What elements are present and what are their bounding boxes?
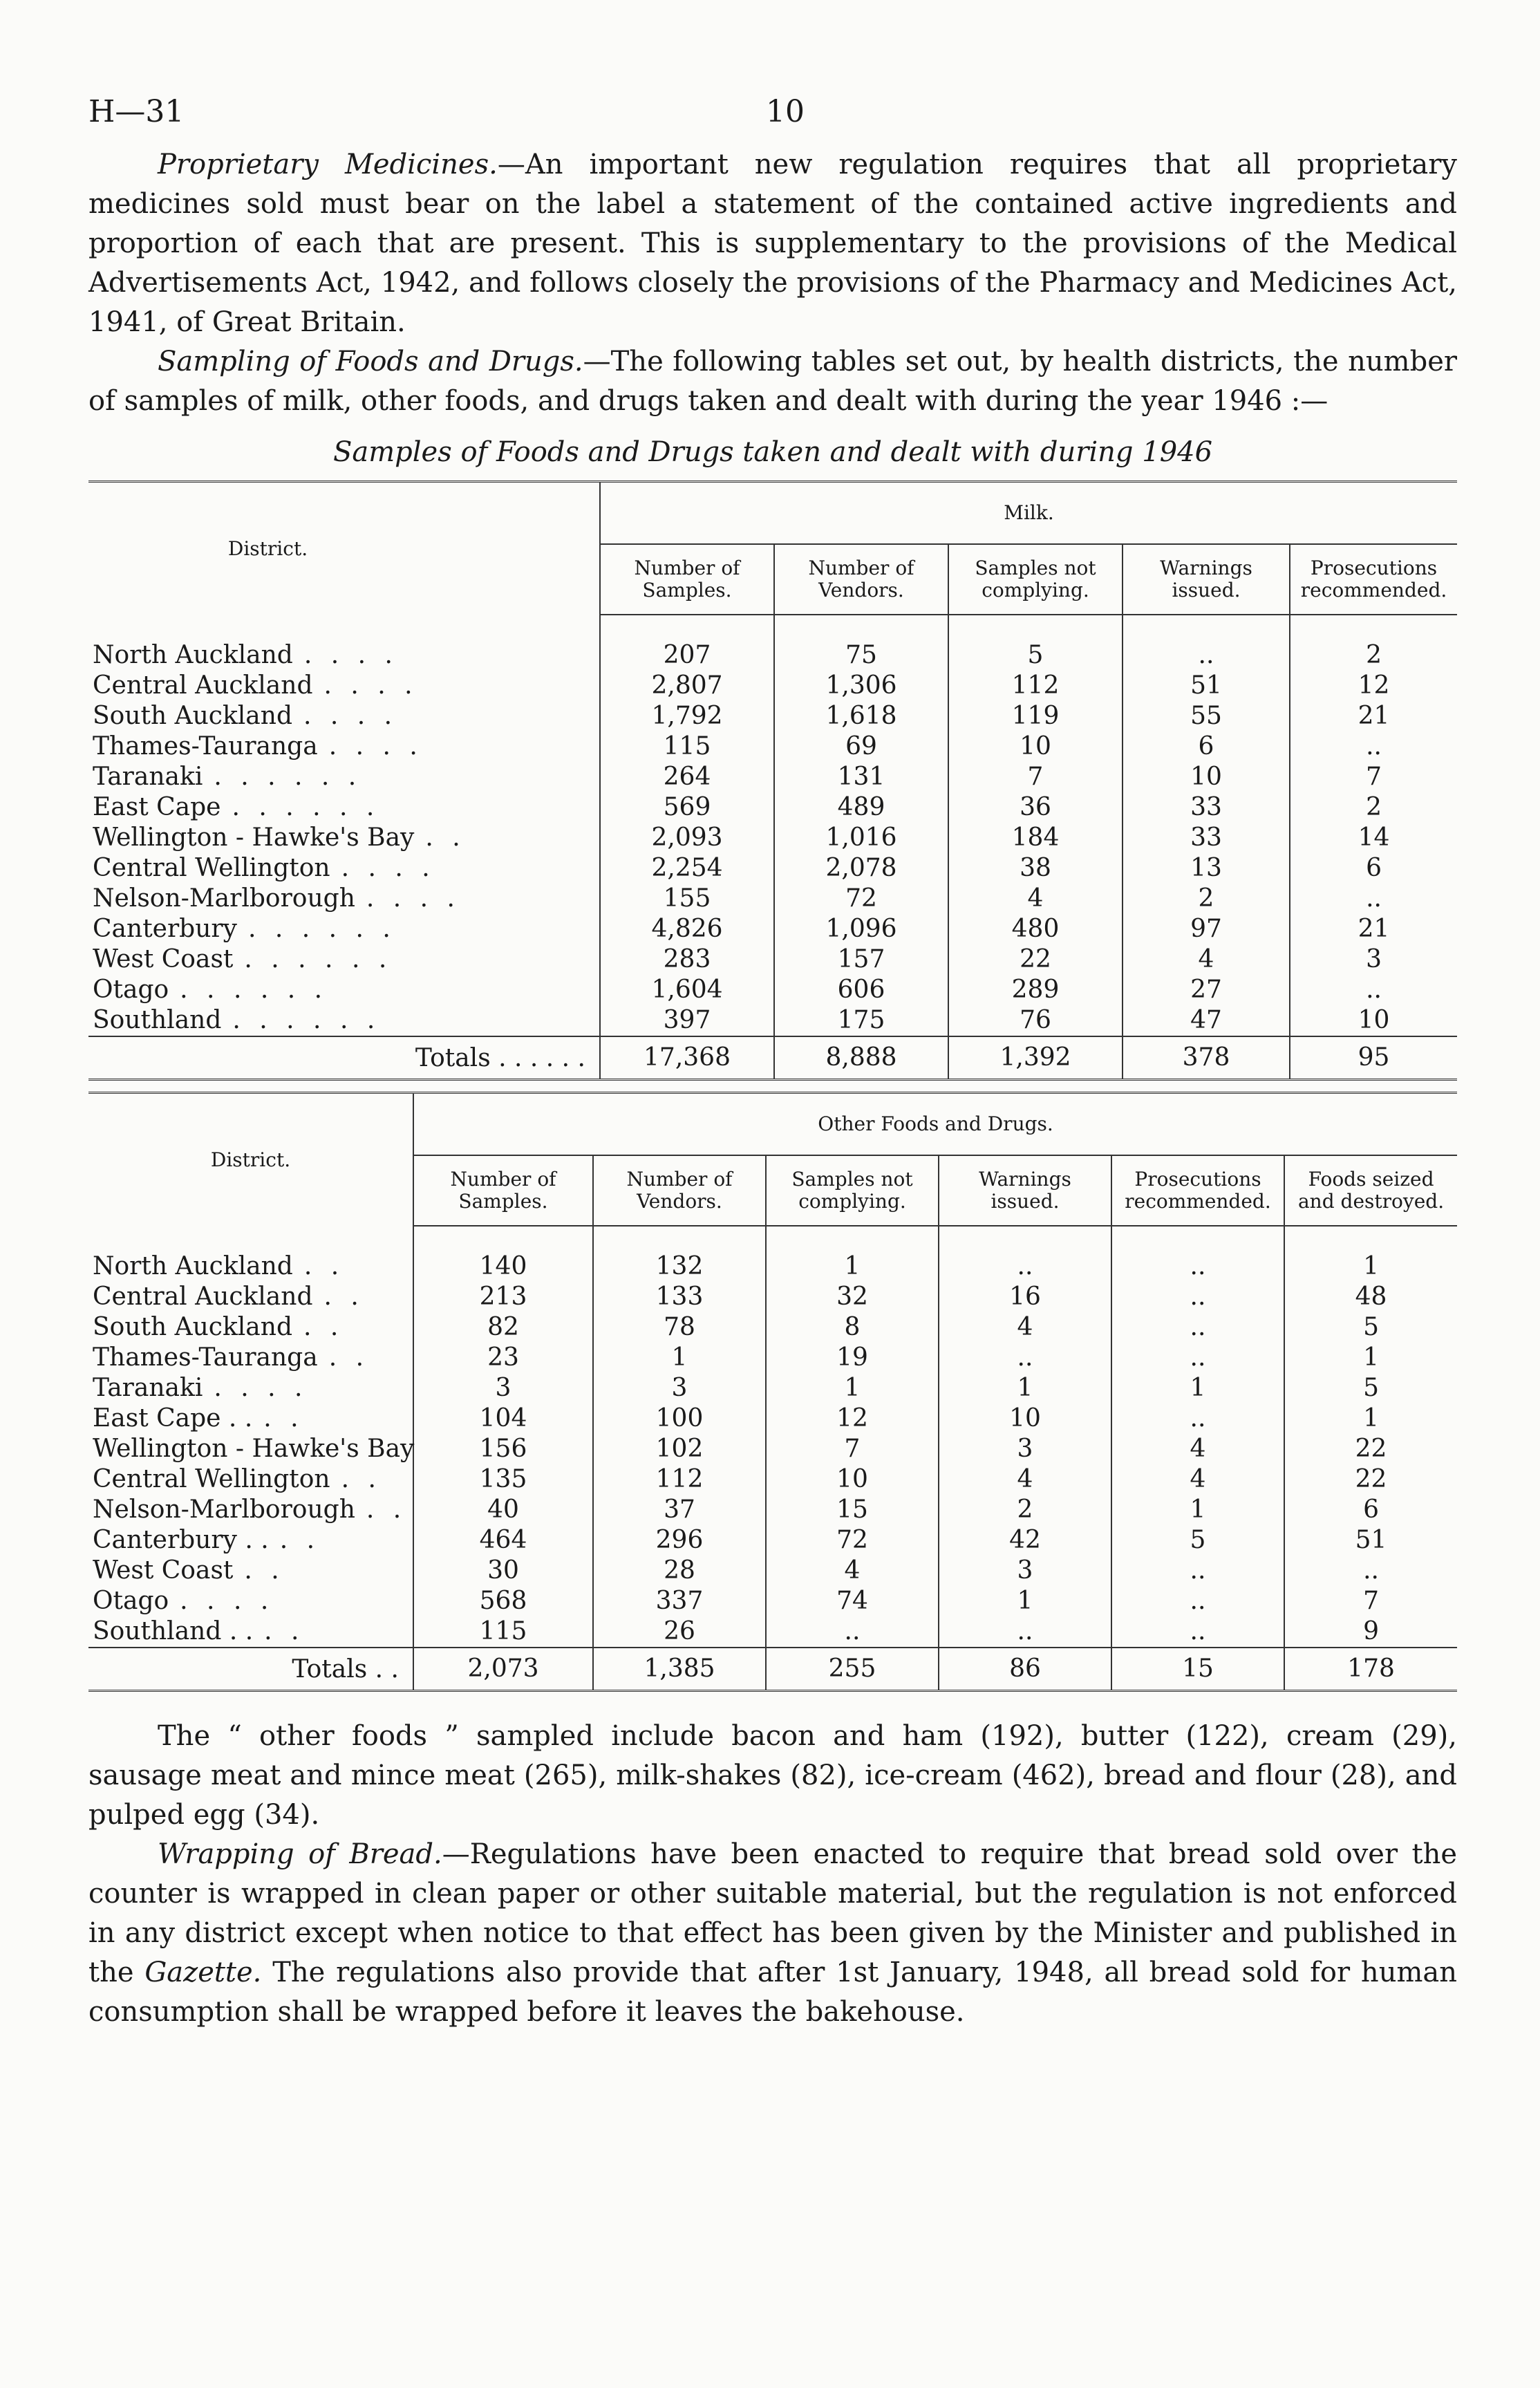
value-cell: 5 (1284, 1312, 1457, 1343)
value-cell: 1 (939, 1373, 1111, 1403)
district-name: Central Auckland (93, 671, 313, 700)
value-cell: 296 (593, 1525, 766, 1556)
leader-dots: . . . . (303, 640, 398, 669)
value-cell: 10 (948, 731, 1123, 762)
value-cell: 30 (413, 1556, 593, 1586)
value-cell: .. (1111, 1343, 1284, 1373)
value-cell: .. (939, 1343, 1111, 1373)
district-cell (88, 975, 600, 1005)
value-cell: .. (1290, 975, 1457, 1005)
district-cell (88, 1312, 413, 1343)
value-cell: 480 (948, 914, 1123, 944)
value-cell: 1,618 (774, 701, 948, 731)
column-header: Samples not complying. (766, 1155, 939, 1226)
value-cell: 72 (774, 884, 948, 914)
value-cell: .. (1111, 1586, 1284, 1616)
value-cell: 2,078 (774, 853, 948, 884)
total-cell: 95 (1290, 1036, 1457, 1080)
value-cell: 3 (593, 1373, 766, 1403)
value-cell: 1 (1111, 1495, 1284, 1525)
value-cell: 16 (939, 1282, 1111, 1312)
value-cell: 6 (1290, 853, 1457, 884)
value-cell: 33 (1123, 823, 1290, 853)
district-cell (88, 671, 600, 701)
value-cell: 569 (600, 792, 774, 823)
value-cell: 32 (766, 1282, 939, 1312)
other-foods-table (88, 1092, 1457, 1692)
totals-label: Totals . . (88, 1648, 413, 1691)
table-row (88, 1226, 1457, 1282)
district-name: Wellington - Hawke's Bay (93, 823, 415, 852)
value-cell: 13 (1123, 853, 1290, 884)
value-cell: 4 (948, 884, 1123, 914)
leader-dots: . . (263, 1404, 304, 1433)
value-cell: 28 (593, 1556, 766, 1586)
page-header (88, 83, 1457, 145)
leader-dots: . . (341, 1465, 382, 1493)
value-cell: 184 (948, 823, 1123, 853)
report-reference: H—31 (88, 94, 185, 129)
value-cell: 289 (948, 975, 1123, 1005)
district-cell (88, 1464, 413, 1495)
value-cell: 135 (413, 1464, 593, 1495)
value-cell: 6 (1123, 731, 1290, 762)
value-cell: 22 (948, 944, 1123, 975)
value-cell: 1 (766, 1373, 939, 1403)
value-cell: 1,792 (600, 701, 774, 731)
value-cell: 213 (413, 1282, 593, 1312)
leader-dots: . . . . . . (232, 1006, 381, 1034)
table-row (88, 731, 1457, 762)
value-cell: 2 (1290, 615, 1457, 671)
column-header: Number of Vendors. (593, 1155, 766, 1226)
value-cell: .. (1111, 1616, 1284, 1648)
table-row (88, 944, 1457, 975)
column-header: Samples not complying. (948, 544, 1123, 615)
paragraph-other-foods: The “ other foods ” sampled include bacon and ham (192), butter (122), cream (29), sausage meat and mince meat (265), milk-shakes (82), ice-cream (462), bread and flour (28), and pulped egg (34). (88, 1720, 1457, 1831)
value-cell: 1 (766, 1226, 939, 1282)
table-row (88, 975, 1457, 1005)
column-header: Number of Samples. (413, 1155, 593, 1226)
district-cell (88, 823, 600, 853)
district-cell (88, 1495, 413, 1525)
leader-dots: . . . . (180, 1587, 274, 1615)
value-cell: 9 (1284, 1616, 1457, 1648)
value-cell: 1 (593, 1343, 766, 1373)
milk-group-header: Milk. (600, 482, 1457, 545)
value-cell: 2 (1290, 792, 1457, 823)
paragraph-sampling (88, 342, 1457, 421)
table-row (88, 671, 1457, 701)
value-cell: 3 (1290, 944, 1457, 975)
value-cell: 156 (413, 1434, 593, 1464)
district-name: Nelson-Marlborough (93, 884, 355, 913)
value-cell: 112 (948, 671, 1123, 701)
paragraph-heading: Wrapping of Bread. (158, 1838, 442, 1870)
value-cell: 568 (413, 1586, 593, 1616)
value-cell: 40 (413, 1495, 593, 1525)
value-cell: .. (939, 1616, 1111, 1648)
value-cell: 82 (413, 1312, 593, 1343)
value-cell: 5 (1111, 1525, 1284, 1556)
value-cell: 2,093 (600, 823, 774, 853)
district-cell (88, 944, 600, 975)
total-cell: 1,392 (948, 1036, 1123, 1080)
table-row (88, 1464, 1457, 1495)
value-cell: .. (1111, 1556, 1284, 1586)
value-cell: 15 (766, 1495, 939, 1525)
table-row (88, 1495, 1457, 1525)
value-cell: 8 (766, 1312, 939, 1343)
paragraph-text: —Regulations have been enacted to require that bread sold over the counter is wrapped in clean paper or other suitable material, but the regulation is not enforced in any district except when notice to that effect has been given by the Minister and published in the (88, 1838, 1458, 1988)
value-cell: 397 (600, 1005, 774, 1036)
district-name: Central Auckland (93, 1282, 313, 1311)
table-row (88, 1373, 1457, 1403)
total-cell: 378 (1123, 1036, 1290, 1080)
district-name: West Coast (93, 945, 234, 973)
table-row (88, 1343, 1457, 1373)
value-cell: 33 (1123, 792, 1290, 823)
district-name: Thames-Tauranga (93, 1343, 318, 1372)
paragraph-proprietary-medicines (88, 145, 1457, 342)
table-row (88, 762, 1457, 792)
district-name: West Coast (93, 1556, 234, 1585)
value-cell: .. (1111, 1226, 1284, 1282)
district-cell (88, 731, 600, 762)
district-name: Otago (93, 976, 169, 1004)
table-row (88, 823, 1457, 853)
value-cell: 12 (1290, 671, 1457, 701)
leader-dots: . . . . (323, 671, 418, 700)
leader-dots: . . . . . . (244, 945, 393, 973)
value-cell: 283 (600, 944, 774, 975)
value-cell: 2 (1123, 884, 1290, 914)
leader-dots: . . (425, 823, 466, 852)
totals-row (88, 1036, 1457, 1080)
district-name: South Auckland (93, 1313, 292, 1341)
district-name: Thames-Tauranga (93, 732, 318, 761)
table-row (88, 1586, 1457, 1616)
leader-dots: . . . . (366, 884, 460, 913)
value-cell: 4 (1111, 1464, 1284, 1495)
district-name: Southland . . (93, 1617, 254, 1645)
value-cell: 100 (593, 1403, 766, 1434)
value-cell: 115 (413, 1616, 593, 1648)
value-cell: 102 (593, 1434, 766, 1464)
district-name: Wellington - Hawke's Bay (93, 1435, 415, 1463)
value-cell: 207 (600, 615, 774, 671)
value-cell: 133 (593, 1282, 766, 1312)
value-cell: 115 (600, 731, 774, 762)
total-cell: 1,385 (593, 1648, 766, 1691)
district-name: Taranaki (93, 1374, 203, 1402)
district-cell (88, 1586, 413, 1616)
value-cell: 264 (600, 762, 774, 792)
value-cell: 5 (1284, 1373, 1457, 1403)
value-cell: 4,826 (600, 914, 774, 944)
leader-dots: . . (366, 1495, 407, 1524)
value-cell: 76 (948, 1005, 1123, 1036)
table-row (88, 615, 1457, 671)
value-cell: 4 (1123, 944, 1290, 975)
value-cell: 23 (413, 1343, 593, 1373)
leader-dots: . . (303, 1251, 345, 1280)
milk-table-body (88, 615, 1457, 1080)
table-row (88, 1403, 1457, 1434)
value-cell: 12 (766, 1403, 939, 1434)
column-header: Prosecutions recommended. (1290, 544, 1457, 615)
other-foods-group-header: Other Foods and Drugs. (413, 1093, 1457, 1156)
paragraph-wrapping-of-bread (88, 1835, 1457, 2032)
leader-dots: . . . . . . (180, 976, 328, 1004)
district-name: Otago (93, 1587, 169, 1615)
table-row (88, 1005, 1457, 1036)
value-cell: 119 (948, 701, 1123, 731)
district-cell (88, 1226, 413, 1282)
value-cell: 27 (1123, 975, 1290, 1005)
leader-dots: . . (323, 1282, 364, 1311)
district-name: South Auckland (93, 702, 292, 730)
district-name: Taranaki (93, 763, 203, 791)
value-cell: .. (1111, 1312, 1284, 1343)
total-cell: 178 (1284, 1648, 1457, 1691)
column-header: Prosecutions recommended. (1111, 1155, 1284, 1226)
district-name: Nelson-Marlborough (93, 1495, 355, 1524)
district-column-header: District. (210, 1148, 291, 1171)
value-cell: 489 (774, 792, 948, 823)
value-cell: 26 (593, 1616, 766, 1648)
value-cell: 175 (774, 1005, 948, 1036)
district-cell (88, 792, 600, 823)
value-cell: 42 (939, 1525, 1111, 1556)
table-row (88, 1282, 1457, 1312)
district-cell (88, 884, 600, 914)
leader-dots: . . . . (303, 702, 398, 730)
value-cell: 606 (774, 975, 948, 1005)
value-cell: 1,306 (774, 671, 948, 701)
value-cell: 1 (1111, 1373, 1284, 1403)
district-column-header: District. (227, 537, 308, 560)
district-cell (88, 1373, 413, 1403)
column-header: Number of Vendors. (774, 544, 948, 615)
gazette-reference: Gazette. (144, 1957, 262, 1988)
column-header: Foods seized and destroyed. (1284, 1155, 1457, 1226)
table-row (88, 1312, 1457, 1343)
value-cell: 21 (1290, 914, 1457, 944)
value-cell: .. (1123, 615, 1290, 671)
value-cell: 22 (1284, 1434, 1457, 1464)
value-cell: 1 (1284, 1343, 1457, 1373)
value-cell: 48 (1284, 1282, 1457, 1312)
district-name: East Cape . . (93, 1404, 253, 1433)
value-cell: 5 (948, 615, 1123, 671)
value-cell: 78 (593, 1312, 766, 1343)
value-cell: 51 (1123, 671, 1290, 701)
value-cell: 1 (1284, 1403, 1457, 1434)
value-cell: .. (766, 1616, 939, 1648)
value-cell: 7 (1284, 1586, 1457, 1616)
table-row (88, 853, 1457, 884)
value-cell: 1,016 (774, 823, 948, 853)
value-cell: 112 (593, 1464, 766, 1495)
value-cell: 69 (774, 731, 948, 762)
value-cell: 72 (766, 1525, 939, 1556)
value-cell: 22 (1284, 1464, 1457, 1495)
value-cell: 3 (939, 1434, 1111, 1464)
value-cell: 2,807 (600, 671, 774, 701)
leader-dots: . . (244, 1556, 285, 1585)
other-foods-table-body (88, 1226, 1457, 1691)
column-header: Warnings issued. (1123, 544, 1290, 615)
district-cell (88, 1282, 413, 1312)
value-cell: 37 (593, 1495, 766, 1525)
totals-label: Totals . . . . . . (88, 1036, 600, 1080)
column-header: Number of Samples. (600, 544, 774, 615)
value-cell: 155 (600, 884, 774, 914)
district-name: North Auckland (93, 1251, 293, 1280)
value-cell: 74 (766, 1586, 939, 1616)
value-cell: 1,096 (774, 914, 948, 944)
district-cell (88, 1403, 413, 1434)
table-row (88, 914, 1457, 944)
district-name: Canterbury (93, 915, 237, 943)
value-cell: 3 (413, 1373, 593, 1403)
value-cell: 464 (413, 1525, 593, 1556)
milk-table (88, 481, 1457, 1081)
district-cell (88, 1616, 413, 1648)
district-cell (88, 762, 600, 792)
district-cell (88, 615, 600, 671)
paragraph-heading: Proprietary Medicines. (158, 149, 498, 180)
leader-dots: . . . . (341, 854, 435, 882)
table-row (88, 1525, 1457, 1556)
total-cell: 86 (939, 1648, 1111, 1691)
table-row (88, 1616, 1457, 1648)
total-cell: 2,073 (413, 1648, 593, 1691)
table-caption: Samples of Foods and Drugs taken and dealt with during 1946 (332, 436, 1213, 468)
table-row (88, 701, 1457, 731)
document-page (88, 83, 1457, 2032)
value-cell: 4 (1111, 1434, 1284, 1464)
paragraph-text: —The following tables set out, by health districts, the number of samples of milk, other foods, and drugs taken and dealt with during the year 1946 :— (88, 346, 1457, 417)
value-cell: .. (1111, 1282, 1284, 1312)
value-cell: .. (1284, 1556, 1457, 1586)
value-cell: 2,254 (600, 853, 774, 884)
value-cell: 3 (939, 1556, 1111, 1586)
value-cell: 4 (766, 1556, 939, 1586)
value-cell: 38 (948, 853, 1123, 884)
district-cell (88, 853, 600, 884)
district-name: East Cape (93, 793, 221, 821)
leader-dots: . . . . (328, 732, 423, 761)
district-name: North Auckland (93, 640, 293, 669)
value-cell: .. (939, 1226, 1111, 1282)
paragraph-heading: Sampling of Foods and Drugs. (158, 346, 583, 377)
value-cell: 157 (774, 944, 948, 975)
value-cell: 140 (413, 1226, 593, 1282)
value-cell: 7 (1290, 762, 1457, 792)
value-cell: 55 (1123, 701, 1290, 731)
district-cell (88, 914, 600, 944)
leader-dots: . . . . . . (247, 915, 396, 943)
total-cell: 255 (766, 1648, 939, 1691)
value-cell: 1,604 (600, 975, 774, 1005)
leader-dots: . . (279, 1526, 321, 1554)
leader-dots: . . . . . . (232, 793, 380, 821)
value-cell: 104 (413, 1403, 593, 1434)
value-cell: 47 (1123, 1005, 1290, 1036)
total-cell: 15 (1111, 1648, 1284, 1691)
value-cell: 51 (1284, 1525, 1457, 1556)
value-cell: 1 (939, 1586, 1111, 1616)
value-cell: 2 (939, 1495, 1111, 1525)
column-header: Warnings issued. (939, 1155, 1111, 1226)
page-number: 10 (766, 94, 805, 129)
value-cell: 7 (766, 1434, 939, 1464)
value-cell: 36 (948, 792, 1123, 823)
district-name: Central Wellington (93, 854, 330, 882)
value-cell: 337 (593, 1586, 766, 1616)
district-cell (88, 1525, 413, 1556)
leader-dots: . . (303, 1313, 344, 1341)
total-cell: 17,368 (600, 1036, 774, 1080)
value-cell: 4 (939, 1464, 1111, 1495)
leader-dots: . . (328, 1343, 370, 1372)
district-cell (88, 1005, 600, 1036)
value-cell: 14 (1290, 823, 1457, 853)
table-row (88, 792, 1457, 823)
value-cell: 131 (774, 762, 948, 792)
value-cell: 75 (774, 615, 948, 671)
value-cell: .. (1111, 1403, 1284, 1434)
district-cell (88, 1434, 413, 1464)
value-cell: 1 (1284, 1226, 1457, 1282)
value-cell: 132 (593, 1226, 766, 1282)
value-cell: 4 (939, 1312, 1111, 1343)
paragraph-text: —An important new regulation requires that all proprietary medicines sold must bear on the label a statement of the contained active ingredients and proportion of each that are present. This is supplementary to the provisions of the Medical Advertisements Act, 1942, and follows closely the provisions of the Pharmacy and Medicines Act, 1941, of Great Britain. (88, 149, 1458, 338)
leader-dots: . . . . (214, 1374, 308, 1402)
district-cell (88, 1556, 413, 1586)
totals-row (88, 1648, 1457, 1691)
value-cell: .. (1290, 731, 1457, 762)
district-name: Central Wellington (93, 1465, 330, 1493)
table-row (88, 884, 1457, 914)
value-cell: 10 (1123, 762, 1290, 792)
value-cell: .. (1290, 884, 1457, 914)
value-cell: 10 (766, 1464, 939, 1495)
value-cell: 7 (948, 762, 1123, 792)
table-row (88, 1556, 1457, 1586)
leader-dots: . . . . . . (214, 763, 362, 791)
paragraph-text: The regulations also provide that after 1st January, 1948, all bread sold for human consumption shall be wrapped before it leaves the bakehouse. (88, 1957, 1457, 2028)
total-cell: 8,888 (774, 1036, 948, 1080)
value-cell: 21 (1290, 701, 1457, 731)
district-cell (88, 1343, 413, 1373)
district-name: Canterbury . . (93, 1526, 269, 1554)
value-cell: 10 (1290, 1005, 1457, 1036)
value-cell: 10 (939, 1403, 1111, 1434)
value-cell: 19 (766, 1343, 939, 1373)
value-cell: 97 (1123, 914, 1290, 944)
table-row (88, 1434, 1457, 1464)
district-cell (88, 701, 600, 731)
leader-dots: . . (264, 1617, 305, 1645)
value-cell: 6 (1284, 1495, 1457, 1525)
district-name: Southland (93, 1006, 222, 1034)
